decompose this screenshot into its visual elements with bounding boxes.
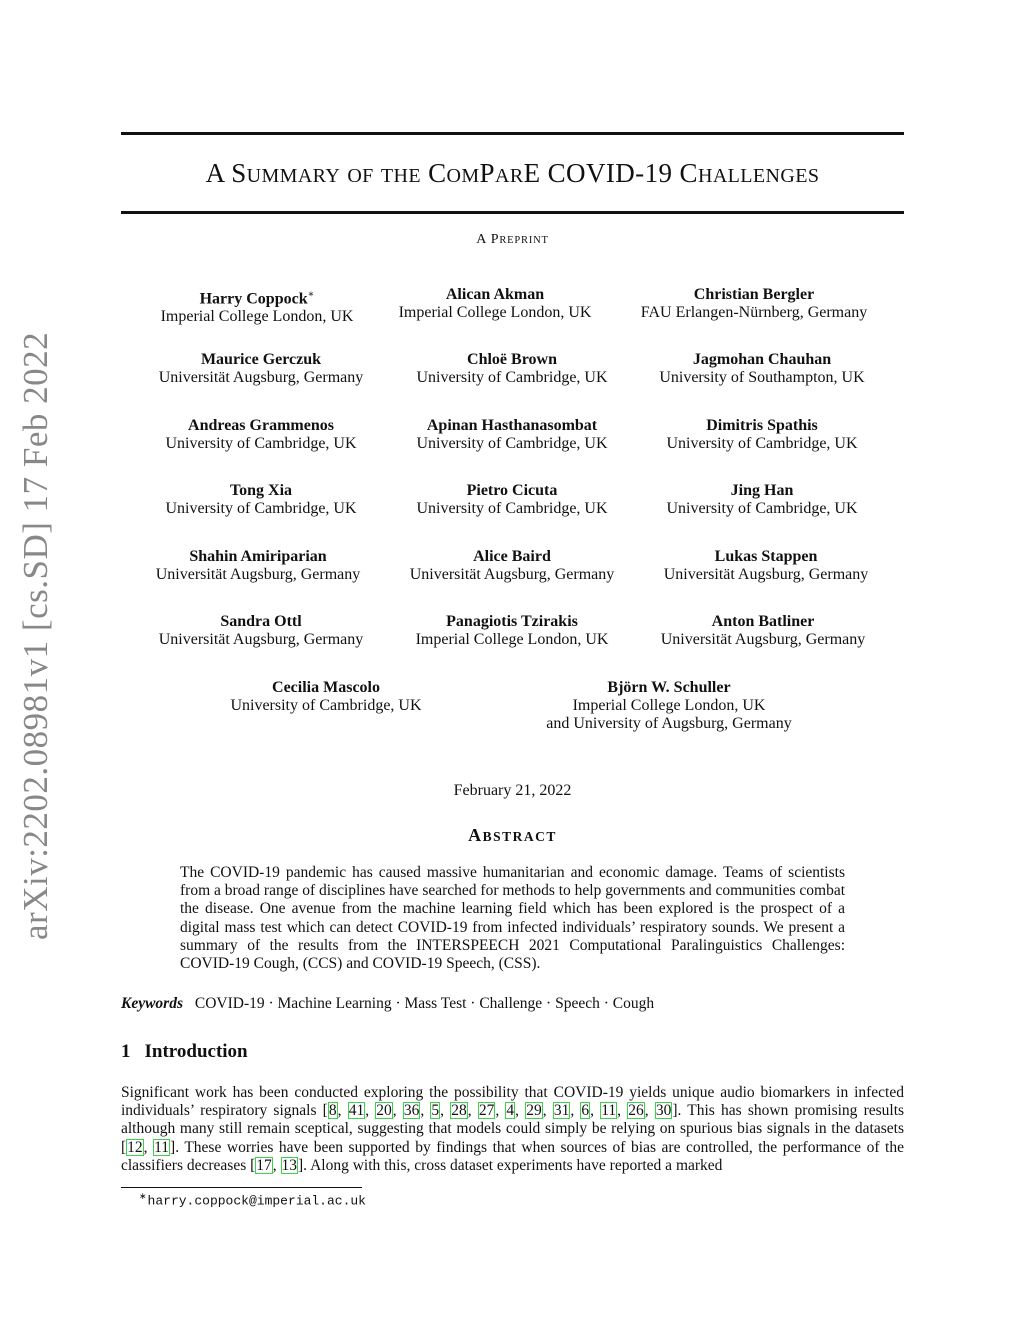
author-entry — [634, 286, 874, 322]
footnote-email: harry.coppock@imperial.ac.uk — [147, 1193, 366, 1209]
citation-link[interactable]: 31 — [553, 1102, 570, 1120]
author-entry — [141, 417, 381, 453]
author-name: Tong Xia — [229, 482, 293, 499]
author-entry — [138, 548, 378, 584]
author-name: Alice Baird — [473, 548, 551, 565]
author-entry — [137, 286, 377, 326]
author-name: Björn W. Schuller — [607, 679, 731, 696]
author-affiliation: Imperial College London, UK — [398, 304, 592, 321]
author-name: Pietro Cicuta — [466, 482, 558, 499]
citation-link[interactable]: 17 — [256, 1156, 272, 1174]
author-affiliation: University of Cambridge, UK — [165, 500, 357, 517]
author-affiliation: Imperial College London, UK — [572, 697, 766, 714]
author-affiliation: Universität Augsburg, Germany — [158, 631, 364, 648]
paper-subtitle: A PREPRINT — [476, 232, 549, 247]
author-entry — [643, 613, 883, 649]
author-entry — [392, 613, 632, 649]
author-name: Alican Akman — [445, 286, 545, 303]
author-entry — [141, 613, 381, 649]
author-affiliation: University of Cambridge, UK — [416, 500, 608, 517]
author-affiliation: Universität Augsburg, Germany — [663, 566, 869, 583]
author-entry — [392, 417, 632, 453]
author-name: Christian Bergler — [693, 286, 815, 303]
author-name: Maurice Gerczuk — [200, 351, 322, 368]
author-affiliation: University of Cambridge, UK — [230, 697, 422, 714]
citation-link[interactable]: 20 — [376, 1102, 392, 1120]
citation-link[interactable]: 41 — [348, 1102, 365, 1120]
author-entry — [642, 417, 882, 453]
intro-text: Significant work has been conducted exploring the possibility that COVID-19 yields unique audio biomarkers in infected individuals’ respiratory signals [ — [121, 1084, 904, 1120]
author-affiliation: FAU Erlangen-Nürnberg, Germany — [640, 304, 868, 321]
citation-link[interactable]: 30 — [655, 1102, 672, 1120]
author-entry — [392, 482, 632, 518]
author-name: Anton Batliner — [711, 613, 815, 630]
author-name: Harry Coppock∗ — [199, 289, 315, 308]
keywords-label: Keywords — [121, 995, 183, 1012]
intro-text: ]. Along with this, cross dataset experiments have reported a marked — [298, 1156, 723, 1174]
citation-link[interactable]: 6 — [581, 1102, 590, 1120]
citation-link[interactable]: 28 — [451, 1102, 467, 1120]
section-title: Introduction — [144, 1041, 248, 1062]
author-name: Apinan Hasthanasombat — [426, 417, 598, 434]
author-name: Sandra Ottl — [220, 613, 302, 630]
author-name: Cecilia Mascolo — [272, 679, 380, 696]
author-name: Dimitris Spathis — [706, 417, 818, 434]
author-affiliation: University of Cambridge, UK — [666, 435, 858, 452]
author-entry — [141, 351, 381, 387]
footnote — [139, 1191, 366, 1208]
citation-link[interactable]: 8 — [328, 1102, 337, 1120]
author-name: Chloë Brown — [467, 351, 557, 368]
author-affiliation: Imperial College London, UK — [160, 308, 354, 326]
author-affiliation: University of Cambridge, UK — [666, 500, 858, 517]
author-affiliation: Universität Augsburg, Germany — [158, 369, 364, 386]
keywords — [121, 995, 904, 1013]
title-rule-bottom — [121, 211, 904, 214]
citation-link[interactable]: 12 — [127, 1138, 143, 1156]
author-name: Lukas Stappen — [714, 548, 818, 565]
footnote-rule — [121, 1187, 362, 1188]
author-affiliation: University of Southampton, UK — [659, 369, 865, 386]
author-name: Jagmohan Chauhan — [692, 351, 832, 368]
section-number: 1 — [121, 1041, 131, 1062]
keywords-text: COVID-19 · Machine Learning · Mass Test · Challenge · Speech · Cough — [194, 995, 655, 1012]
abstract-text: The COVID-19 pandemic has caused massive humanitarian and economic damage. Teams of scientists from a broad range of disciplines have searched for methods to help governments and communities combat the disease. One avenue from the machine learning field which has been explored is the prospect of a digital mass test which can detect COVID-19 from infected individuals’ respiratory sounds. We present a summary of the results from the INTERSPEECH 2021 Computational Paralinguistics Challenges: COVID-19 Cough, (CCS) and COVID-19 Speech, (CSS). — [180, 864, 846, 973]
author-entry — [519, 679, 819, 733]
intro-text: ]. This has shown promising results although many still remain sceptical, suggesting that models could simply be relying on spurious bias signals in the datasets [ — [121, 1102, 905, 1156]
arxiv-identifier: arXiv:2202.08981v1 [cs.SD] 17 Feb 2022 — [16, 331, 55, 940]
author-affiliation: Universität Augsburg, Germany — [155, 566, 361, 583]
author-name: Shahin Amiriparian — [189, 548, 327, 565]
author-entry — [206, 679, 446, 715]
author-entry — [141, 482, 381, 518]
author-entry — [392, 548, 632, 584]
citation-link[interactable]: 11 — [601, 1102, 617, 1120]
citation-link[interactable]: 13 — [281, 1156, 298, 1174]
author-name: Jing Han — [730, 482, 794, 499]
introduction-paragraph: Significant work has been conducted exploring the possibility that COVID-19 yields unique audio biomarkers in infected individuals’ respiratory signals [8, 41, 20, 36, 5, 28, 27, 4, 29, 31, 6, 11, 26, 30]. This has shown promising results although many still remain sceptical, suggesting that models could simply be relying on spurious bias signals in the datasets [12, 11]. These worries have been supported by findings that when sources of bias are controlled, the performance of the classifiers decreases [17, 13]. Along with this, cross dataset experiments have reported a marked — [121, 1084, 905, 1174]
section-heading-introduction — [121, 1041, 248, 1063]
abstract-heading: ABSTRACT — [468, 825, 557, 845]
citation-link[interactable]: 36 — [403, 1102, 420, 1120]
author-affiliation: Universität Augsburg, Germany — [660, 631, 866, 648]
citation-link[interactable]: 26 — [628, 1102, 644, 1120]
author-affiliation: Universität Augsburg, Germany — [409, 566, 615, 583]
footnote-mark: ∗ — [139, 1191, 147, 1201]
citation-link[interactable]: 11 — [154, 1138, 170, 1156]
citation-link[interactable]: 4 — [506, 1102, 515, 1120]
title-rule-top — [121, 132, 904, 135]
citation-link[interactable]: 27 — [478, 1102, 495, 1120]
author-affiliation-secondary: and University of Augsburg, Germany — [546, 715, 792, 732]
intro-text: ]. These worries have been supported by findings that when sources of bias are controlled, the performance of the classifiers decreases [ — [121, 1138, 904, 1174]
author-name: Andreas Grammenos — [188, 417, 334, 434]
paper-title: A SUMMARY OF THE COMPARE COVID-19 CHALLENGES — [205, 158, 820, 188]
author-entry — [392, 351, 632, 387]
author-name: Panagiotis Tzirakis — [446, 613, 578, 630]
author-entry — [642, 351, 882, 387]
author-affiliation: University of Cambridge, UK — [416, 435, 608, 452]
author-entry — [646, 548, 886, 584]
author-entry — [375, 286, 615, 322]
author-entry — [642, 482, 882, 518]
author-affiliation: University of Cambridge, UK — [165, 435, 357, 452]
citation-link[interactable]: 5 — [431, 1102, 440, 1120]
author-affiliation: Imperial College London, UK — [415, 631, 609, 648]
citation-link[interactable]: 29 — [526, 1102, 542, 1120]
author-affiliation: University of Cambridge, UK — [416, 369, 608, 386]
paper-date: February 21, 2022 — [453, 782, 572, 799]
